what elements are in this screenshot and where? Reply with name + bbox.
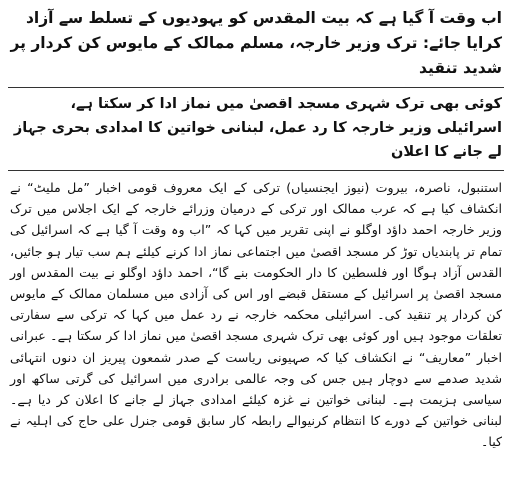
article-body: استنبول، ناصرہ، بیروت (نیوز ایجنسیاں) ترکی کے ایک معروف قومی اخبار ”مل ملیٹ“ نے انکشاف کیا ہے کہ عرب ممالک اور ترکی کے درمیان وزرائے خارجہ کے ایک اجلاس میں ترک وزیر خارجہ احمد داؤد اوگلو نے اپنی تقریر میں کہا کہ ”اب وہ وقت آ گیا ہے کہ اسرائیل کی تمام تر پابندیاں توڑ کر مسجد اقصیٰ میں اجتماعی نماز ادا کرنے کیلئے ہم سب تیار ہو جائیں، القدس آزاد ہوگا اور فلسطین کا دار الحکومت بنے گا“، احمد داؤد اوگلو نے بیت المقدس اور مسجد اقصیٰ پر اسرائیل کے مستقل قبضے اور اس کی آزادی میں مسلمان ممالک کے مایوس کن کردار پر تنقید کی۔ اسرائیلی محکمہ خارجہ نے رد عمل میں کہا کہ ترکی سے سفارتی تعلقات موجود ہیں اور کوئی بھی ترک شہری مسجد اقصیٰ میں نماز ادا کر سکتا ہے۔ عبرانی اخبار ”معاریف“ نے انکشاف کیا کہ صہیونی ریاست کے صدر شمعون پیریز ان دنوں انتہائی شدید صدمے سے دوچار ہیں جس کی وجہ عالمی برادری میں اسرائیل کی گرتی ساکھ اور سیاسی ہزیمت ہے۔ لبنانی خواتین نے غزہ کیلئے امدادی جہاز لے جانے کا اعلان کر دیا ہے۔ لبنانی خواتین کے دورے کا انتظام کرنیوالے رابطہ کار سابق قومی جنرل علی حاج کی اہلیہ نے کیا۔ xyxy=(10,180,502,450)
divider-top xyxy=(8,87,504,88)
article-subheadline: کوئی بھی ترک شہری مسجد اقصیٰ میں نماز ادا کر سکتا ہے، اسرائیلی وزیر خارجہ کا رد عمل، لبنانی خواتین کا امدادی بحری جہاز لے جانے کا اعلان xyxy=(13,96,502,160)
divider-bottom xyxy=(8,170,504,171)
article-headline: اب وقت آ گیا ہے کہ بیت المقدس کو یہودیوں کے تسلط سے آزاد کرایا جائے: ترک وزیر خارجہ، مسلم ممالک کے مایوس کن کردار پر شدید تنقید xyxy=(10,9,502,77)
